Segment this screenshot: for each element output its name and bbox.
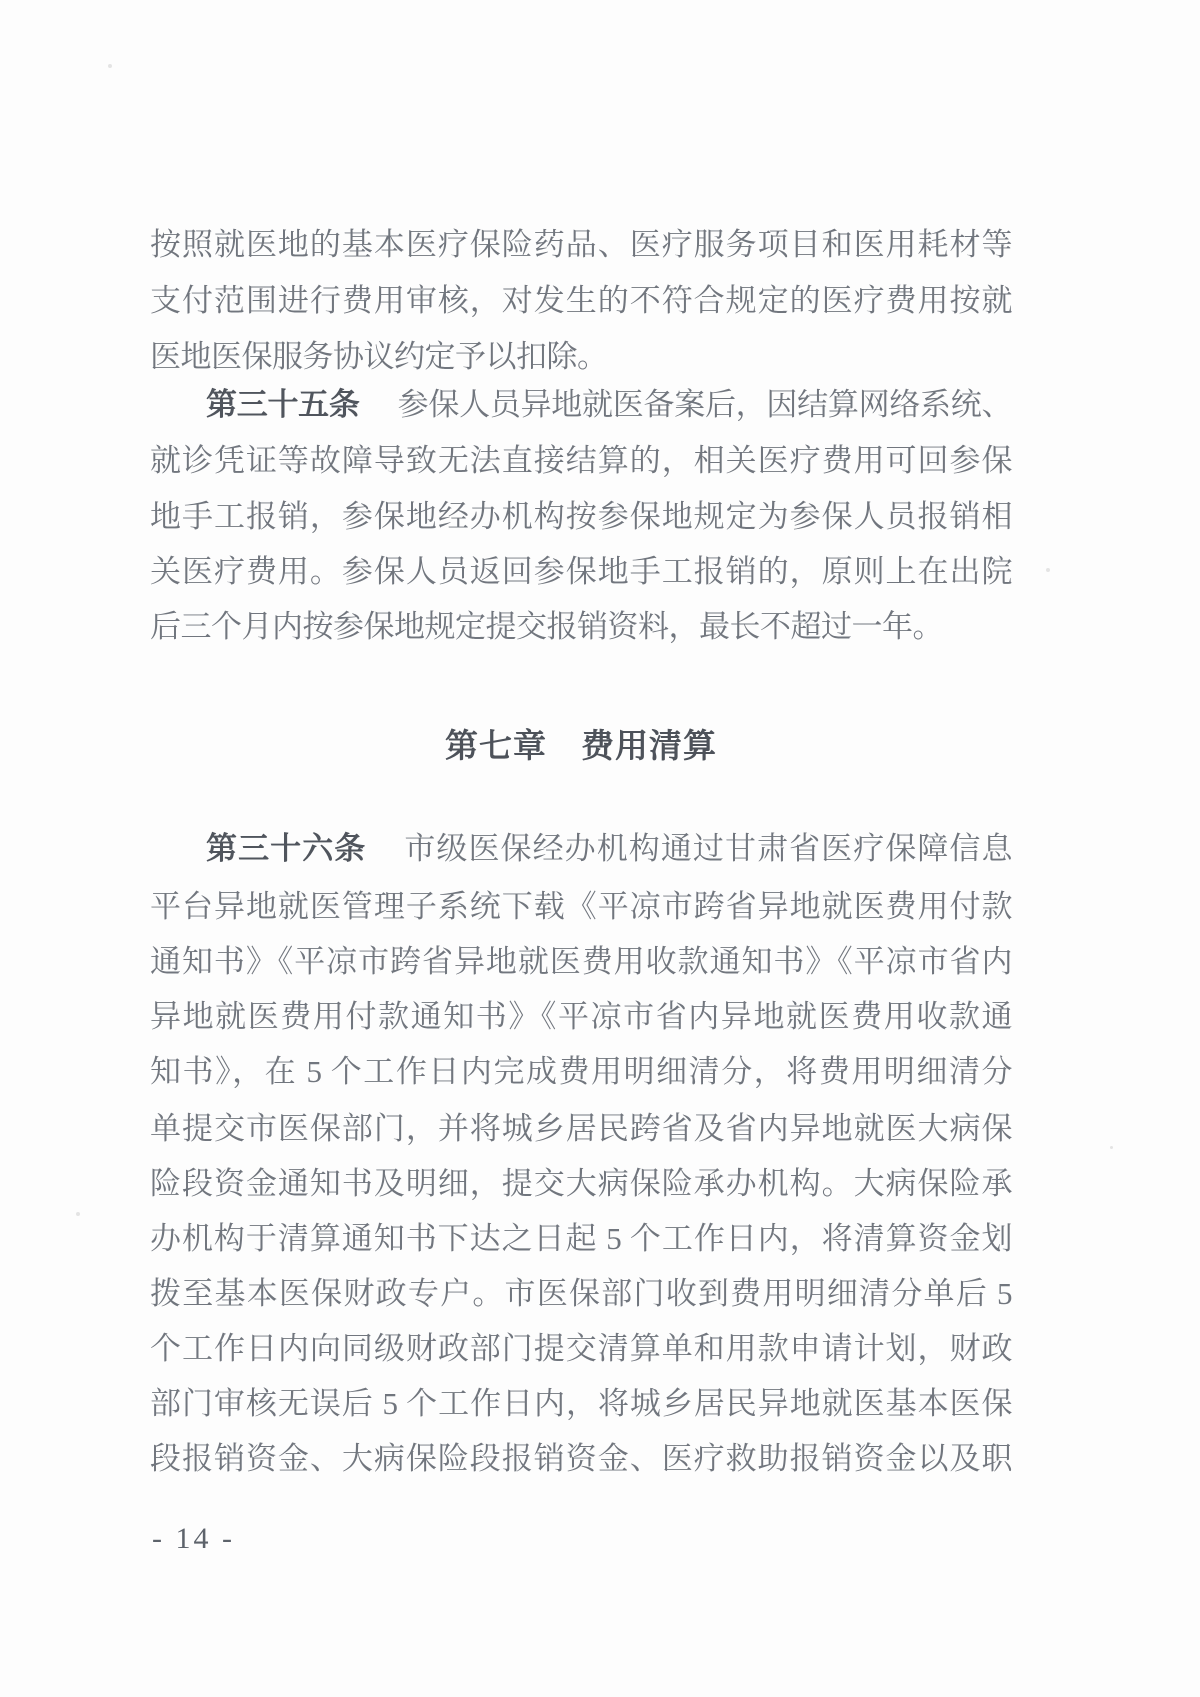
page-number: - 14 -: [152, 1522, 235, 1555]
text-line: 医地医保服务协议约定予以扣除。: [150, 339, 608, 374]
text-line: 通知书》《平凉市跨省异地就医费用收款通知书》《平凉市省内: [150, 944, 1012, 979]
text-line: 支付范围进行费用审核，对发生的不符合规定的医疗费用按就: [150, 283, 1012, 318]
text-line: 拨至基本医保财政专户。市医保部门收到费用明细清分单后 5: [150, 1276, 1012, 1311]
text-line: 单提交市医保部门，并将城乡居民跨省及省内异地就医大病保: [150, 1111, 1012, 1146]
text-line: 平台异地就医管理子系统下载《平凉市跨省异地就医费用付款: [150, 889, 1012, 924]
text-line: 险段资金通知书及明细，提交大病保险承办机构。大病保险承: [150, 1166, 1012, 1201]
text-line: [150, 382, 1012, 428]
scan-speck: [1046, 568, 1050, 572]
chapter-heading: 第七章 费用清算: [445, 729, 717, 765]
scan-speck: [1110, 1146, 1113, 1149]
text-line: 办机构于清算通知书下达之日起 5 个工作日内，将清算资金划: [150, 1221, 1012, 1256]
text-line: 知书》，在 5 个工作日内完成费用明细清分，将费用明细清分: [150, 1054, 1012, 1089]
article-36-first-text: 市级医保经办机构通过甘肃省医疗保障信息: [404, 831, 1012, 866]
text-line: 异地就医费用付款通知书》《平凉市省内异地就医费用收款通: [150, 999, 1012, 1034]
article-35-term: 第三十五条: [206, 387, 360, 422]
text-line: 部门审核无误后 5 个工作日内，将城乡居民异地就医基本医保: [150, 1386, 1012, 1421]
text-line: 段报销资金、大病保险段报销资金、医疗救助报销资金以及职: [150, 1441, 1012, 1476]
text-line: 后三个月内按参保地规定提交报销资料，最长不超过一年。: [150, 609, 943, 644]
article-35-first-text: 参保人员异地就医备案后，因结算网络系统、: [397, 387, 1013, 422]
article-36-term: 第三十六条: [206, 831, 367, 866]
scan-speck: [108, 64, 112, 68]
text-line: 就诊凭证等故障导致无法直接结算的，相关医疗费用可回参保: [150, 443, 1012, 478]
text-line: 按照就医地的基本医疗保险药品、医疗服务项目和医用耗材等: [150, 227, 1012, 262]
text-line: [150, 826, 1012, 872]
scan-speck: [76, 1212, 80, 1216]
text-line: 个工作日内向同级财政部门提交清算单和用款申请计划，财政: [150, 1331, 1012, 1366]
text-line: 地手工报销，参保地经办机构按参保地规定为参保人员报销相: [150, 499, 1012, 534]
text-line: 关医疗费用。参保人员返回参保地手工报销的，原则上在出院: [150, 554, 1012, 589]
